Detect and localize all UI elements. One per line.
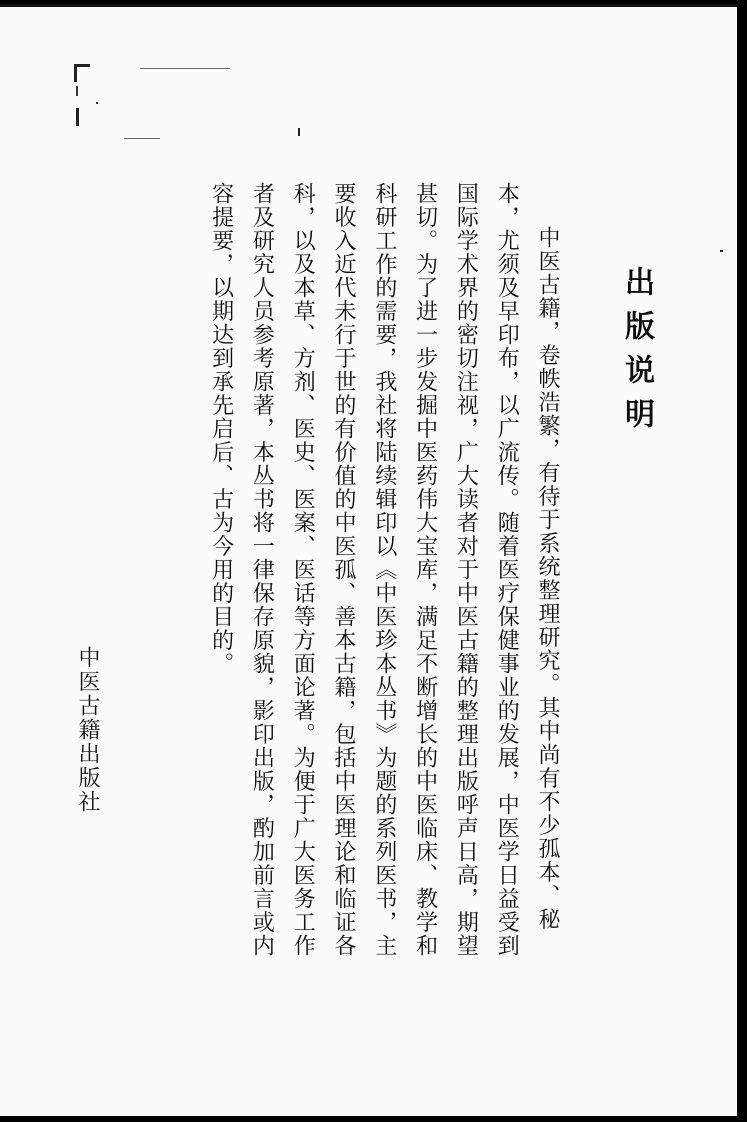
page-title: 出版说明 xyxy=(619,266,654,442)
scan-speck xyxy=(720,250,723,252)
scan-speck xyxy=(298,128,300,136)
document-page xyxy=(0,4,737,1116)
scan-smudge-mark xyxy=(72,62,112,142)
publisher-signature: 中医古籍出版社 xyxy=(75,646,100,814)
body-text xyxy=(137,182,567,972)
scan-edge-line xyxy=(0,4,737,7)
scan-speck xyxy=(124,138,160,139)
body-paragraph: 中医古籍，卷帙浩繁，有待于系统整理研究。其中尚有不少孤本、秘本，尤须及早印布，以广流传。随着医疗保健事业的发展，中医学日益受到国际学术界的密切注视，广大读者对于中医古籍的整理出版呼声日高，期望甚切。为了进一步发掘中医药伟大宝库，满足不断增长的中医临床、教学和科研工作的需要，我社将陆续辑印以《中医珍本丛书》为题的系列医书，主要收入近代未行于世的有价值的中医孤、善本古籍，包括中医理论和临证各科，以及本草、方剂、医史、医案、医话等方面论著。为便于广大医务工作者及研究人员参考原著，本丛书将一律保存原貌，影印出版，酌加前言或内容提要，以期达到承先启后、古为今用的目的。 xyxy=(208,182,560,958)
scan-speck xyxy=(140,68,230,69)
